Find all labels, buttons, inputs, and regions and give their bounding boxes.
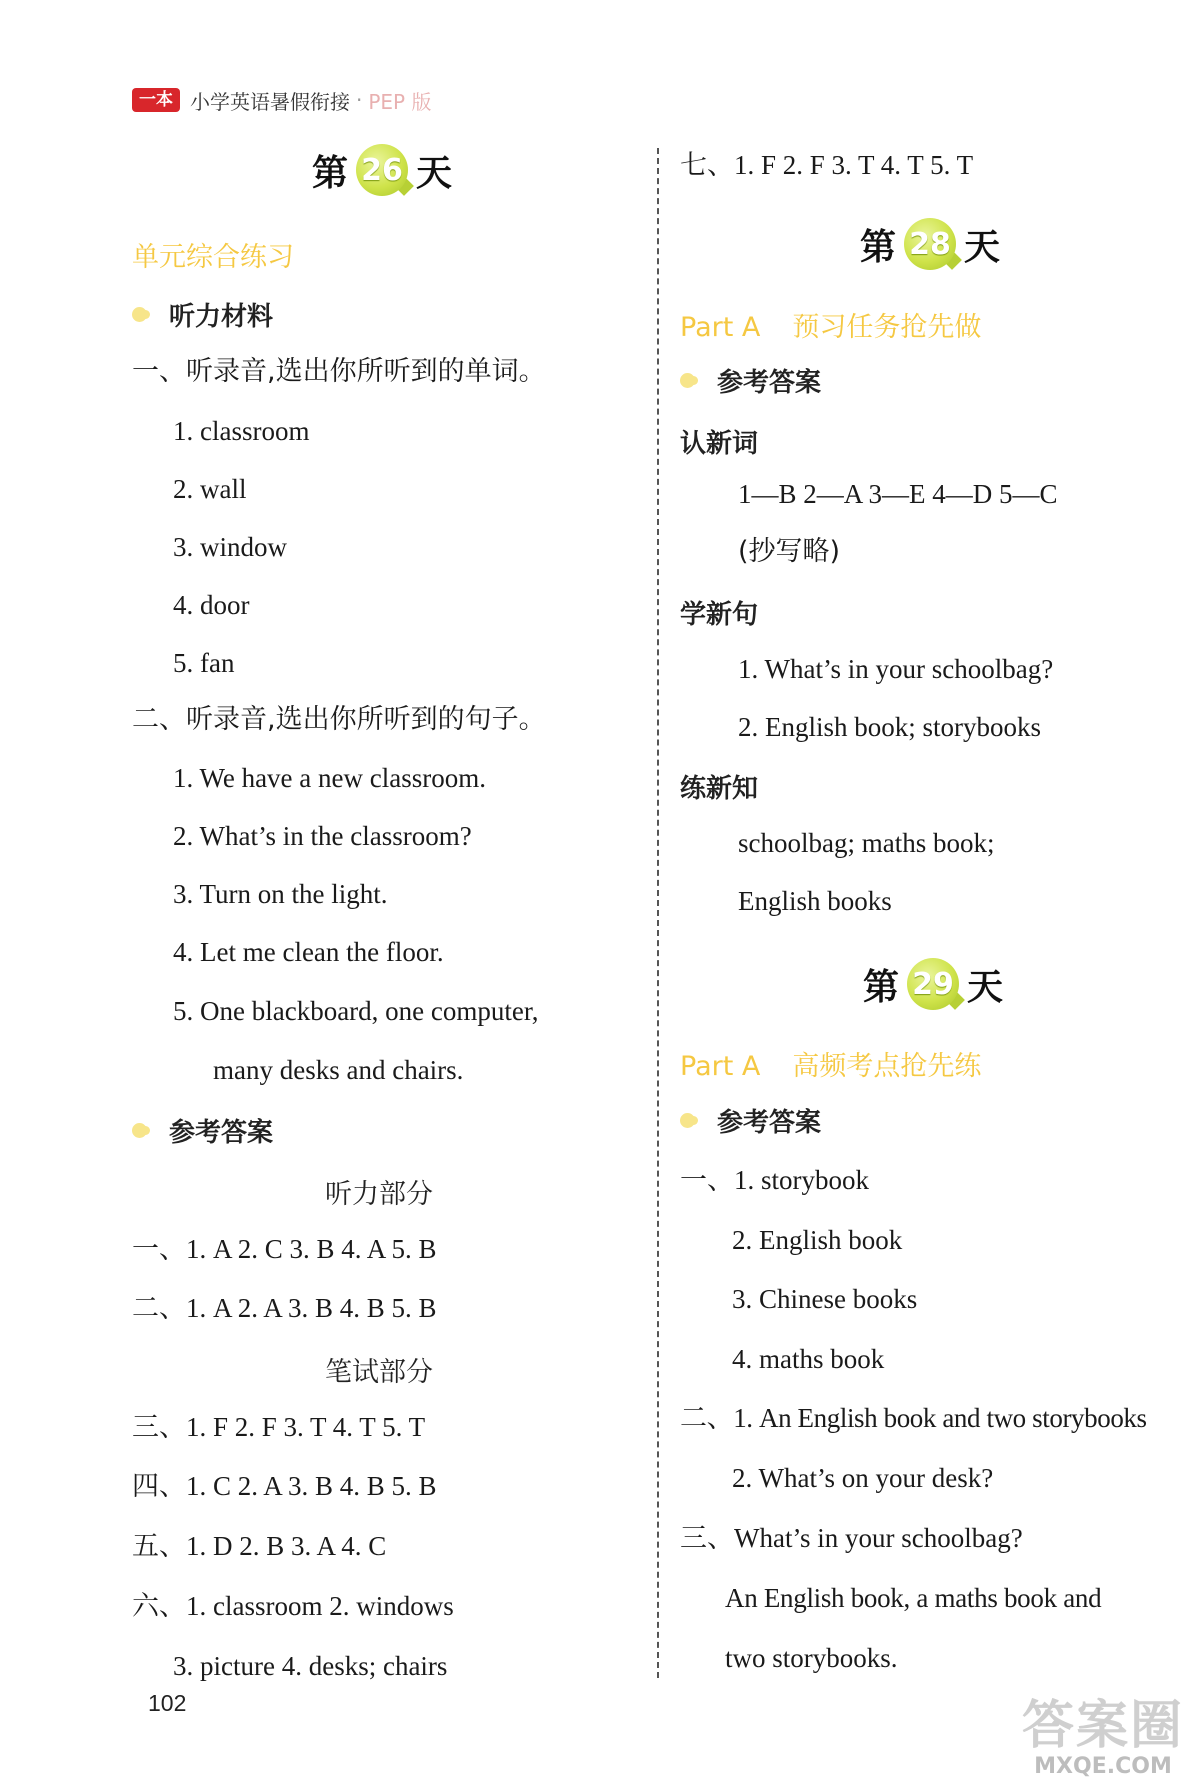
practice-heading: 练新知: [680, 774, 759, 804]
answer-row: 2. What’s on your desk?: [732, 1463, 994, 1493]
answer-row: 六、1. classroom 2. windows: [132, 1591, 454, 1621]
list-item: 2. wall: [173, 474, 247, 504]
answer-row: two storybooks.: [725, 1643, 898, 1673]
page-header: [132, 86, 431, 114]
question-2-title: 二、听录音,选出你所听到的句子。: [132, 704, 546, 735]
list-item-continued: many desks and chairs.: [213, 1055, 464, 1085]
bullet-dot-icon: [132, 307, 147, 322]
answer-row: 三、What’s in your schoolbag?: [680, 1523, 1023, 1553]
day-prefix: 第: [863, 966, 900, 1008]
answer-row: 三、1. F 2. F 3. T 4. T 5. T: [132, 1412, 426, 1442]
part-label: Part A: [680, 312, 761, 343]
answer-row: 二、1. An English book and two storybooks: [680, 1403, 1147, 1433]
heading-label: 参考答案: [169, 1118, 274, 1148]
section-title: 单元综合练习: [132, 242, 294, 273]
written-part-heading: 笔试部分: [325, 1357, 433, 1388]
day-29-title: [863, 958, 1003, 1010]
answer-row: An English book, a maths book and: [725, 1583, 1102, 1613]
publisher-logo: 一本: [132, 88, 180, 112]
watermark-logo: [1015, 1697, 1191, 1789]
list-item: 3. window: [173, 532, 287, 562]
listening-part-heading: 听力部分: [325, 1179, 433, 1210]
part-title: 预习任务抢先做: [792, 312, 982, 343]
answer-row: 七、1. F 2. F 3. T 4. T 5. T: [680, 150, 974, 180]
part-label: Part A: [680, 1051, 761, 1082]
list-item: 5. One blackboard, one computer,: [173, 996, 539, 1026]
answer-row: 一、1. storybook: [680, 1165, 869, 1195]
bullet-dot-icon: [132, 1123, 147, 1138]
question-1-title: 一、听录音,选出你所听到的单词。: [132, 356, 546, 387]
day-number-badge: 28: [904, 218, 956, 270]
answer-row: 4. maths book: [732, 1344, 885, 1374]
day-26-title: [312, 144, 452, 196]
answers-heading: [680, 1102, 821, 1139]
listening-materials-heading: [132, 296, 273, 333]
column-divider: [657, 148, 659, 1678]
day-suffix: 天: [416, 152, 453, 194]
list-item: 2. What’s in the classroom?: [173, 821, 472, 851]
answer-row: 2. English book: [732, 1225, 903, 1255]
list-item: 5. fan: [173, 648, 235, 678]
answer-line: English books: [738, 886, 892, 916]
header-separator: ·: [356, 88, 363, 112]
watermark-url: MXQE.COM: [1034, 1754, 1172, 1779]
day-suffix: 天: [967, 966, 1004, 1008]
list-item: 1. We have a new classroom.: [173, 763, 486, 793]
answer-row: 3. Chinese books: [732, 1284, 918, 1314]
note-line: (抄写略): [738, 536, 841, 567]
day-28-title: [860, 218, 1000, 270]
answer-row: 四、1. C 2. A 3. B 4. B 5. B: [132, 1471, 437, 1501]
day-suffix: 天: [964, 226, 1001, 268]
watermark-text: 答案圈: [1021, 1696, 1184, 1756]
book-version: PEP 版: [368, 89, 432, 114]
bullet-dot-icon: [680, 373, 695, 388]
bullet-dot-icon: [680, 1113, 695, 1128]
part-title: 高频考点抢先练: [792, 1051, 982, 1082]
list-item: 4. Let me clean the floor.: [173, 937, 444, 967]
answer-row: 3. picture 4. desks; chairs: [173, 1651, 448, 1681]
recognize-words-heading: 认新词: [680, 429, 759, 459]
heading-label: 参考答案: [717, 368, 822, 398]
day-28-section-title: [680, 305, 981, 344]
page-number: 102: [148, 1690, 187, 1716]
learn-sentences-heading: 学新句: [680, 600, 759, 630]
heading-label: 参考答案: [717, 1108, 822, 1138]
list-item: 1. classroom: [173, 416, 310, 446]
answer-row: 一、1. A 2. C 3. B 4. A 5. B: [132, 1234, 437, 1264]
day-prefix: 第: [312, 152, 349, 194]
day-number-badge: 29: [907, 958, 959, 1010]
list-item: 1. What’s in your schoolbag?: [738, 654, 1054, 684]
heading-label: 听力材料: [169, 302, 274, 332]
list-item: 2. English book; storybooks: [738, 712, 1042, 742]
answer-row: 二、1. A 2. A 3. B 4. B 5. B: [132, 1293, 437, 1323]
day-29-section-title: [680, 1044, 981, 1083]
answer-row: 五、1. D 2. B 3. A 4. C: [132, 1531, 387, 1561]
answers-heading: [132, 1112, 273, 1149]
answers-heading: [680, 362, 821, 399]
day-number-badge: 26: [356, 144, 408, 196]
list-item: 3. Turn on the light.: [173, 879, 388, 909]
day-prefix: 第: [860, 226, 897, 268]
list-item: 4. door: [173, 590, 250, 620]
book-title: 小学英语暑假衔接: [190, 89, 350, 114]
answer-line: schoolbag; maths book;: [738, 828, 995, 858]
answer-row: 1—B 2—A 3—E 4—D 5—C: [738, 479, 1058, 509]
